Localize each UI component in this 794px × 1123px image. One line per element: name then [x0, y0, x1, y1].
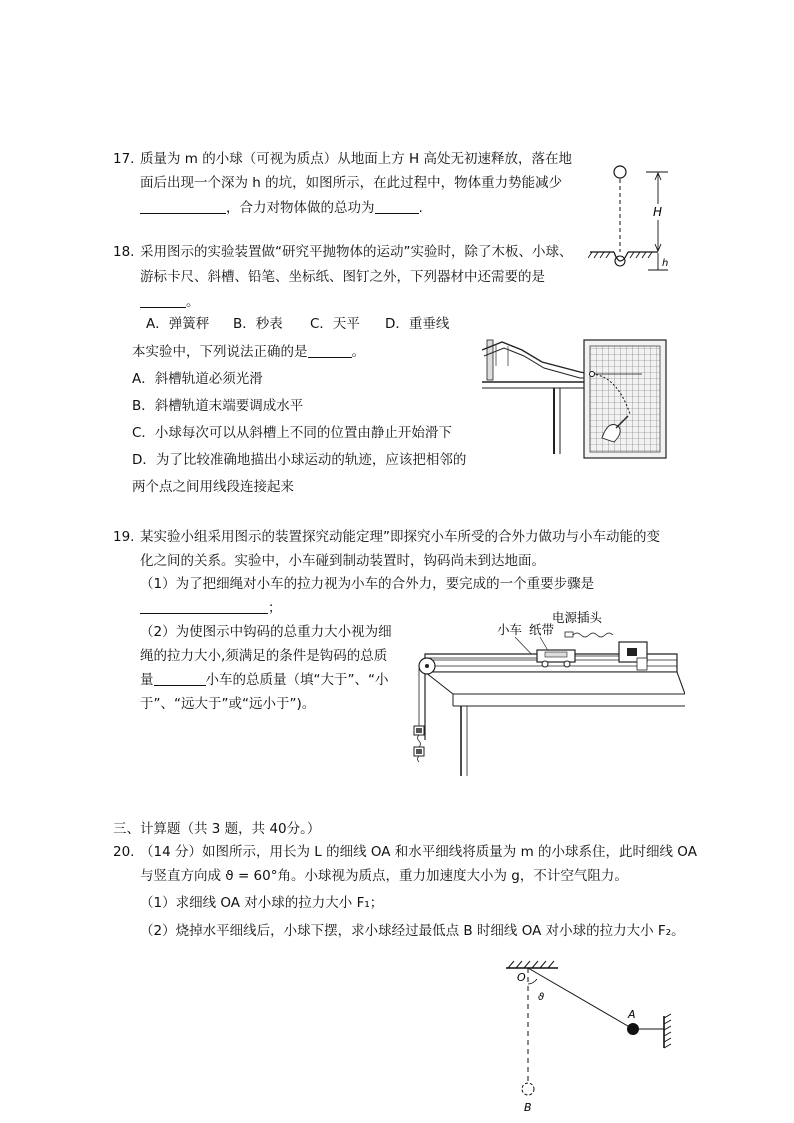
q19-part-2-line-1: （2）为使图示中钩码的总重力大小视为细: [140, 624, 392, 640]
q17-line-3-text: ，合力对物体做的总功为: [226, 200, 375, 216]
q18-sub-question: 本实验中，下列说法正确的是 。: [132, 344, 365, 360]
label-A: A: [628, 1008, 636, 1021]
q18-line-1: 采用图示的实验装置做“研究平抛物体的运动”实验时，除了木板、小球、: [140, 244, 573, 260]
q17-line-3: ，合力对物体做的总功为 .: [140, 199, 423, 218]
q18-choice-c: C．天平: [310, 316, 360, 332]
q20-line-2: 与竖直方向成 ϑ = 60°角。小球视为质点，重力加速度大小为 g，不计空气阻力。: [140, 868, 628, 884]
q20-number: 20.: [113, 844, 135, 860]
q19-part-2-line-2: 绳的拉力大小,须满足的条件是钩码的总质: [140, 648, 388, 664]
q19-part-2-line-4: 于”、“远大于”或“远小于”)。: [140, 696, 316, 712]
q18-line-3: 。: [140, 293, 200, 312]
label-H: H: [653, 205, 663, 219]
q19-line-2: 化之间的关系。实验中，小车碰到制动装置时，钩码尚未到达地面。: [140, 553, 545, 569]
q17-line-2: 面后出现一个深为 h 的坑，如图所示，在此过程中，物体重力势能减少: [140, 175, 563, 191]
label-h: h: [662, 258, 669, 269]
q18-answer-blank-1[interactable]: [140, 293, 186, 308]
q18-line-2: 游标卡尺、斜槽、铅笔、坐标纸、图钉之外，下列器材中还需要的是: [140, 269, 545, 285]
ball-A-icon: [627, 1023, 639, 1035]
q18-number: 18.: [113, 244, 135, 260]
q17-answer-blank-2[interactable]: [375, 199, 419, 214]
q18-option-a: A．斜槽轨道必须光滑: [132, 371, 263, 387]
q19-part-2-line-3: 量 小车的总质量（填“大于”、“小: [140, 672, 389, 688]
ball-top-icon: [614, 166, 626, 178]
label-tape: 纸带: [529, 622, 555, 637]
label-cart: 小车: [497, 622, 523, 637]
q20-line-1: （14 分）如图所示，用长为 L 的细线 OA 和水平细线将质量为 m 的小球系住，此时细线 OA: [140, 844, 697, 860]
q20-part-2: （2）烧掉水平细线后，小球下摆，求小球经过最低点 B 时细线 OA 对小球的拉力大小 F₂。: [140, 923, 685, 939]
q19-number: 19.: [113, 529, 135, 545]
q18-choice-d: D．重垂线: [385, 316, 450, 332]
q17-figure: [588, 160, 688, 280]
q19-cart-figure: [405, 610, 685, 778]
q17-line-1: 质量为 m 的小球（可视为质点）从地面上方 H 高处无初速释放，落在地: [140, 151, 572, 167]
q18-option-d: D．为了比较准确地描出小球运动的轨迹，应该把相邻的: [132, 452, 467, 468]
ball-B-icon: [522, 1083, 534, 1095]
q17-answer-blank-1[interactable]: [140, 199, 226, 214]
label-plug: 电源插头: [552, 610, 603, 625]
section-3-heading: 三、计算题（共 3 题，共 40分。）: [113, 821, 321, 837]
q19-part-1: （1）为了把细绳对小车的拉力视为小车的合外力，要完成的一个重要步骤是: [140, 576, 595, 592]
q17-number: 17.: [113, 151, 135, 167]
q20-part-1: （1）求细线 OA 对小球的拉力大小 F₁；: [140, 895, 384, 911]
q18-option-c: C．小球每次可以从斜槽上不同的位置由静止开始滑下: [132, 425, 452, 441]
q19-answer-blank-1[interactable]: [140, 599, 268, 614]
q18-option-b: B．斜槽轨道末端要调成水平: [132, 398, 304, 414]
q19-part-1-answer: ；: [140, 599, 282, 618]
q20-pendulum-figure: [500, 958, 680, 1118]
label-theta: ϑ: [538, 992, 545, 1003]
q18-answer-blank-2[interactable]: [308, 343, 352, 358]
label-B: B: [524, 1101, 532, 1114]
q18-apparatus-figure: [482, 336, 668, 460]
q18-choice-b: B．秒表: [233, 316, 283, 332]
label-O: O: [517, 971, 526, 984]
q18-option-d-cont: 两个点之间用线段连接起来: [132, 479, 294, 495]
q19-line-1: 某实验小组采用图示的装置探究动能定理”即探究小车所受的合外力做功与小车动能的变: [140, 529, 660, 545]
q18-choice-a: A．弹簧秤: [146, 316, 210, 332]
q19-answer-blank-2[interactable]: [154, 671, 206, 686]
